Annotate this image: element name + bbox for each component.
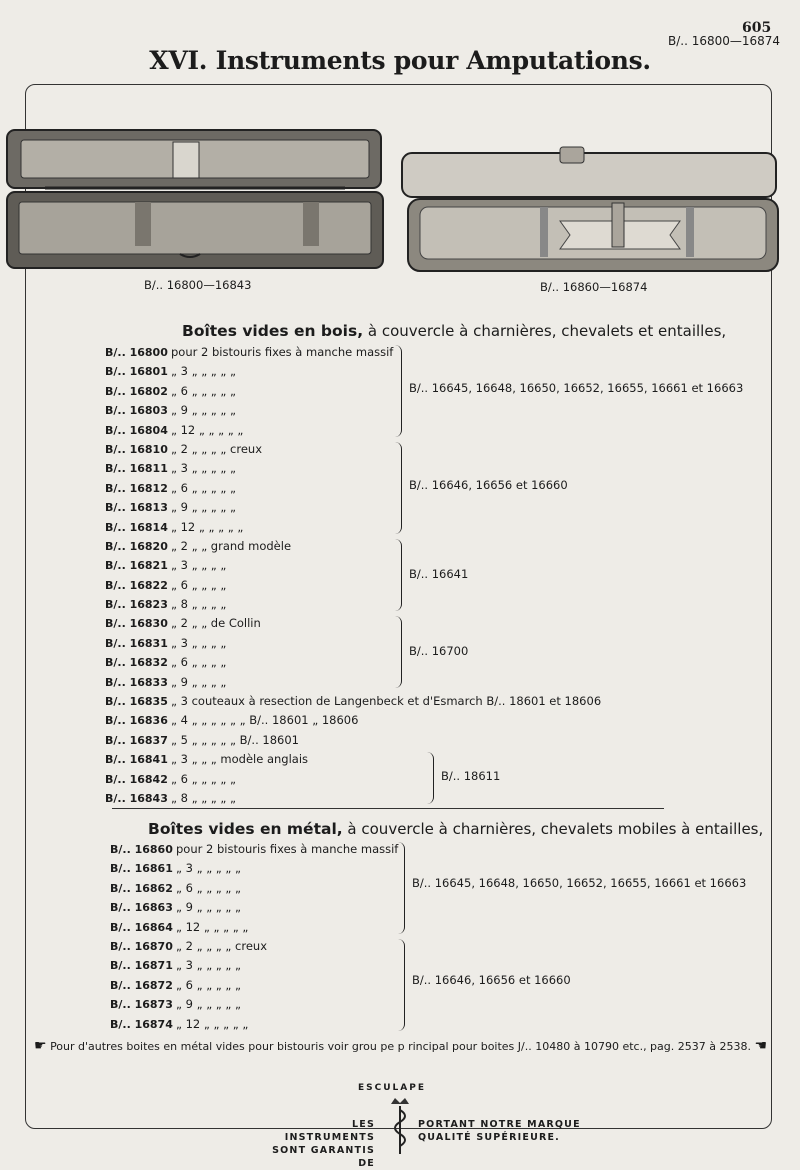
table-row: B/.. 16861 „ 3 „ „ „ „ „ [110, 861, 241, 876]
table-row: B/.. 16822 „ 6 „ „ „ „ [105, 577, 227, 592]
table-row: B/.. 16814 „ 12 „ „ „ „ „ [105, 519, 244, 534]
table-row: B/.. 16871 „ 3 „ „ „ „ „ [110, 958, 241, 973]
note-text: Pour d'autres boites en métal vides pour bistouris voir grou pe p rincipal pour boites J/.. 10480 à 10790 etc., pag. 2537 à 2538. [50, 1040, 751, 1053]
caduceus-icon [385, 1096, 415, 1156]
group-brace [395, 539, 402, 611]
table-row: B/.. 16803 „ 9 „ „ „ „ „ [105, 403, 236, 418]
table-row: B/.. 16801 „ 3 „ „ „ „ „ [105, 364, 236, 379]
wood-table [105, 343, 744, 808]
image-caption-metal: B/.. 16860—16874 [540, 280, 648, 294]
group-ref: B/.. 16645, 16648, 16650, 16652, 16655, 16661 et 16663 [412, 876, 747, 890]
table-row: B/.. 16873 „ 9 „ „ „ „ „ [110, 997, 241, 1012]
table-row: B/.. 16820 „ 2 „ „ grand modèle [105, 538, 292, 553]
metal-heading: Boîtes vides en métal, à couvercle à charnières, chevalets mobiles à entailles, [148, 820, 764, 838]
table-row: B/.. 16800 pour 2 bistouris fixes à manche massif [105, 345, 394, 359]
metal-box-icon [400, 145, 780, 275]
group-brace [398, 842, 405, 934]
wood-heading: Boîtes vides en bois, à couvercle à charnières, chevalets et entailles, [182, 322, 727, 340]
table-row: B/.. 16836 „ 4 „ „ „ „ „ „ B/.. 18601 „ 18606 [105, 713, 359, 728]
table-row: B/.. 16837 „ 5 „ „ „ „ „ B/.. 18601 [105, 732, 299, 747]
metal-table [110, 840, 747, 1034]
image-caption-wood: B/.. 16800—16843 [144, 278, 252, 292]
group-ref: B/.. 16700 [409, 644, 469, 658]
group-brace [398, 939, 405, 1031]
page-range: B/.. 16800—16874 [668, 34, 781, 48]
table-row: B/.. 16842 „ 6 „ „ „ „ „ [105, 771, 236, 786]
trademark-brand: ESCULAPE [358, 1083, 426, 1093]
group-ref: B/.. 16645, 16648, 16650, 16652, 16655, 16661 et 16663 [409, 381, 744, 395]
group-ref: B/.. 18611 [441, 769, 501, 783]
group-brace [395, 616, 402, 688]
table-row: B/.. 16811 „ 3 „ „ „ „ „ [105, 461, 236, 476]
footnote [34, 1038, 767, 1054]
table-row: B/.. 16843 „ 8 „ „ „ „ „ [105, 790, 236, 805]
table-row: B/.. 16835 „ 3 couteaux à resection de Langenbeck et d'Esmarch B/.. 18601 et 18606 [105, 694, 602, 709]
table-row: B/.. 16832 „ 6 „ „ „ „ [105, 655, 227, 670]
pointing-hand-right-icon: ☛ [34, 1038, 47, 1054]
group-ref: B/.. 16646, 16656 et 16660 [412, 973, 571, 987]
table-row: B/.. 16831 „ 3 „ „ „ „ [105, 635, 227, 650]
table-row: B/.. 16810 „ 2 „ „ „ „ creux [105, 441, 263, 456]
group-ref: B/.. 16641 [409, 567, 469, 581]
page-title: XVI. Instruments pour Amputations. [149, 46, 651, 75]
table-row: B/.. 16812 „ 6 „ „ „ „ „ [105, 480, 236, 495]
trademark-right: PORTANT NOTRE MARQUE QUALITÉ SUPÉRIEURE. [418, 1119, 581, 1143]
table-row: B/.. 16833 „ 9 „ „ „ „ [105, 674, 227, 689]
table-row: B/.. 16860 pour 2 bistouris fixes à manche massif [110, 842, 399, 856]
wooden-box-icon [5, 128, 385, 273]
table-row: B/.. 16864 „ 12 „ „ „ „ „ [110, 919, 249, 934]
table-row: B/.. 16841 „ 3 „ „ „ modèle anglais [105, 752, 309, 767]
table-row: B/.. 16821 „ 3 „ „ „ „ [105, 558, 227, 573]
group-brace [427, 752, 434, 804]
table-row: B/.. 16823 „ 8 „ „ „ „ [105, 597, 227, 612]
group-ref: B/.. 16646, 16656 et 16660 [409, 478, 568, 492]
table-row: B/.. 16863 „ 9 „ „ „ „ „ [110, 900, 241, 915]
page-number: 605 [742, 20, 772, 36]
table-row: B/.. 16862 „ 6 „ „ „ „ „ [110, 880, 241, 895]
table-row: B/.. 16804 „ 12 „ „ „ „ „ [105, 422, 244, 437]
group-brace [395, 442, 402, 534]
pointing-hand-left-icon: ☚ [754, 1038, 768, 1054]
footer-rule-left [112, 1128, 252, 1129]
section-divider [112, 808, 664, 809]
trademark-left: LES INSTRUMENTS SONT GARANTIS DE [272, 1119, 375, 1169]
table-row: B/.. 16813 „ 9 „ „ „ „ „ [105, 500, 236, 515]
table-row: B/.. 16874 „ 12 „ „ „ „ „ [110, 1016, 249, 1031]
group-brace [395, 345, 402, 437]
table-row: B/.. 16802 „ 6 „ „ „ „ „ [105, 383, 236, 398]
table-row: B/.. 16870 „ 2 „ „ „ „ creux [110, 938, 268, 953]
table-row: B/.. 16872 „ 6 „ „ „ „ „ [110, 977, 241, 992]
table-row: B/.. 16830 „ 2 „ „ de Collin [105, 616, 261, 631]
